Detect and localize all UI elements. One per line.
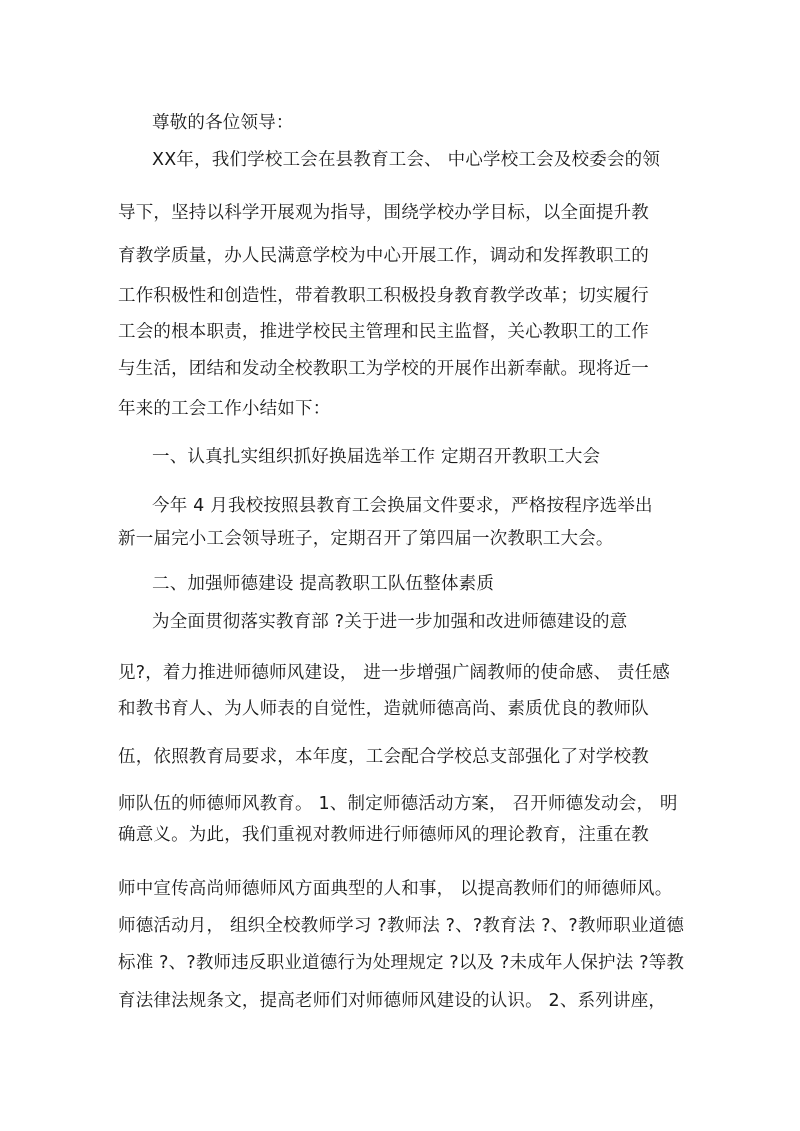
paragraph-line: 见?，着力推进师德师风建设， 进一步增强广阔教师的使命感、 责任感	[118, 663, 671, 683]
paragraph-line: 今年 4 月我校按照县教育工会换届文件要求，严格按程序选举出	[152, 496, 653, 516]
paragraph-line: 标准 ?、?教师违反职业道德行为处理规定 ?以及 ?未成年人保护法 ?等教	[118, 953, 685, 973]
paragraph-line: XX年，我们学校工会在县教育工会、 中心学校工会及校委会的领	[152, 150, 661, 170]
paragraph-line: 师中宣传高尚师德师风方面典型的人和事， 以提高教师们的师德师风。	[118, 879, 673, 899]
paragraph-line: 导下，坚持以科学开展观为指导，围绕学校办学目标，以全面提升教	[118, 203, 649, 223]
paragraph-line: 伍，依照教育局要求，本年度，工会配合学校总支部强化了对学校教	[118, 747, 649, 767]
paragraph-line: 确意义。为此，我们重视对教师进行师德师风的理论教育，注重在教	[118, 825, 649, 845]
paragraph-line: 为全面贯彻落实教育部 ?关于进一步加强和改进师德建设的意	[152, 612, 628, 632]
paragraph-line: 师德活动月， 组织全校教师学习 ?教师法 ?、?教育法 ?、?教师职业道德	[118, 916, 685, 936]
paragraph-line: 新一届完小工会领导班子，定期召开了第四届一次教职工大会。	[118, 529, 614, 549]
paragraph-line: 师队伍的师德师风教育。 1、制定师德活动方案， 召开师德发动会， 明	[118, 794, 678, 814]
paragraph-line: 与生活，团结和发动全校教职工为学校的开展作出新奉献。现将近一	[118, 359, 649, 379]
paragraph-line: 育教学质量，办人民满意学校为中心开展工作，调动和发挥教职工的	[118, 246, 649, 266]
paragraph-line: 年来的工会工作小结如下：	[118, 399, 331, 419]
salutation: 尊敬的各位领导：	[152, 113, 294, 133]
paragraph-line: 工会的根本职责，推进学校民主管理和民主监督，关心教职工的工作	[118, 322, 649, 342]
paragraph-line: 和教书育人、为人师表的自觉性，造就师德高尚、素质优良的教师队	[118, 699, 649, 719]
section-heading: 一、认真扎实组织抓好换届选举工作 定期召开教职工大会	[152, 447, 601, 467]
paragraph-line: 育法律法规条文，提高老师们对师德师风建设的认识。 2、系列讲座，	[118, 991, 667, 1011]
section-heading: 二、加强师德建设 提高教职工队伍整体素质	[152, 574, 495, 594]
paragraph-line: 工作积极性和创造性，带着教职工积极投身教育教学改革；切实履行	[118, 286, 649, 306]
